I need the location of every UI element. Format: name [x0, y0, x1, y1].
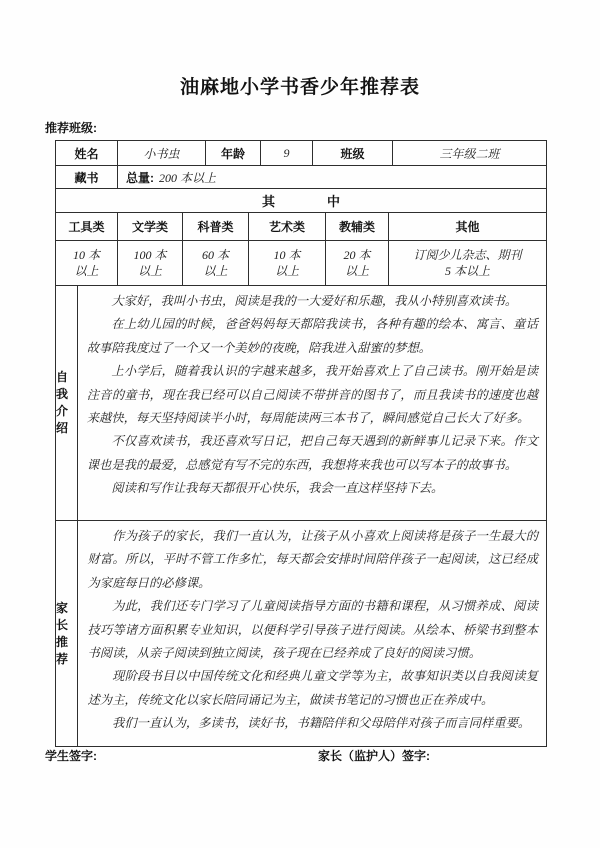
name-label: 姓名 [56, 141, 118, 165]
student-info-row [56, 141, 546, 166]
name-value: 小书虫 [118, 141, 206, 165]
collection-row-label: 藏书 [56, 166, 118, 188]
collection-total-row [56, 166, 546, 189]
category-header: 文学类 [118, 213, 183, 240]
category-value-row [56, 241, 546, 286]
category-value: 10 本 以上 [56, 241, 118, 285]
parent-recommend-paragraph: 现阶段书目以中国传统文化和经典儿童文学等为主，故事知识类以自我阅读复述为主，传统文化以家长陪同诵记为主，做读书笔记的习惯也正在养成中。 [87, 669, 538, 707]
category-header-row [56, 213, 546, 241]
age-value: 9 [261, 141, 313, 165]
category-header: 艺术类 [249, 213, 326, 240]
page-title: 油麻地小学书香少年推荐表 [179, 77, 420, 98]
student-signature-label: 学生签字: [45, 749, 97, 763]
self-intro-paragraph: 在上幼儿园的时候，爸爸妈妈每天都陪我读书，各种有趣的绘本、寓言、童话故事陪我度过了一个又一个美妙的夜晚，陪我进入甜蜜的梦想。 [86, 317, 538, 355]
category-value: 订阅少儿杂志、期刊 5 本以上 [413, 248, 522, 278]
class-label: 班级 [313, 141, 393, 165]
self-intro-paragraph: 阅读和写作让我每天都很开心快乐，我会一直这样坚持下去。 [111, 481, 444, 496]
category-value: 10 本 以上 [249, 241, 326, 285]
parent-recommend-paragraph: 作为孩子的家长，我们一直认为，让孩子从小喜欢上阅读将是孩子一生最大的财富。所以，平时不管工作多忙，每天都会安排时间陪伴孩子一起阅读，这已经成为家庭每日的必修课。 [87, 529, 538, 590]
self-intro-paragraph: 上小学后，随着我认识的字越来越多，我开始喜欢上了自己读书。刚开始是读注音的童书，现在我已经可以自己阅读不带拼音的图书了，而且我读书的速度也越来越快，每天坚持阅读半小时，每周能读两三本书了，瞬间感觉自己长大了好多。 [86, 364, 538, 426]
collection-total-value: 200 本以上 [159, 170, 217, 185]
parent-recommend-row [56, 521, 546, 746]
category-header: 教辅类 [326, 213, 389, 240]
category-value: 20 本 以上 [326, 241, 389, 285]
self-intro-paragraph: 大家好，我叫小书虫，阅读是我的一大爱好和乐趣，我从小特别喜欢读书。 [111, 294, 518, 308]
recommendation-table [55, 140, 547, 747]
category-header: 科普类 [183, 213, 249, 240]
parent-recommend-paragraph: 我们一直认为，多读书，读好书，书籍陪伴和父母陪伴对孩子而言同样重要。 [112, 716, 531, 731]
age-label: 年龄 [206, 141, 261, 165]
signature-row [45, 747, 555, 763]
self-intro-paragraph: 不仅喜欢读书，我还喜欢写日记，把自己每天遇到的新鲜事儿记录下来。作文课也是我的最爱，总感觉有写不完的东西，我想将来我也可以写本子的故事书。 [86, 434, 538, 472]
parent-recommend-text [78, 521, 546, 746]
category-header: 其他 [455, 220, 480, 234]
parent-signature-label: 家长（监护人）签字: [318, 749, 430, 763]
self-intro-label: 自我 介绍 [56, 286, 78, 520]
recommend-class-label: 推荐班级: [45, 121, 97, 135]
category-value: 60 本 以上 [183, 241, 249, 285]
collection-total-cell [118, 166, 546, 188]
parent-recommend-paragraph: 为此，我们还专门学习了儿童阅读指导方面的书籍和课程，从习惯养成、阅读技巧等诸方面积累专业知识，以便科学引导孩子进行阅读。从绘本、桥梁书到整本书阅读，从亲子阅读到独立阅读，孩子现在已经养成了良好的阅读习惯。 [87, 599, 538, 661]
category-value: 100 本 以上 [118, 241, 183, 285]
collection-total-label: 总量: [126, 170, 154, 185]
category-header: 工具类 [56, 213, 118, 240]
parent-recommend-label: 家长 推荐 [56, 521, 78, 746]
self-intro-text [78, 286, 546, 520]
among-label: 其中 [261, 194, 392, 209]
class-value: 三年级二班 [439, 146, 500, 161]
self-intro-row [56, 286, 546, 521]
collection-among-row [56, 189, 546, 213]
